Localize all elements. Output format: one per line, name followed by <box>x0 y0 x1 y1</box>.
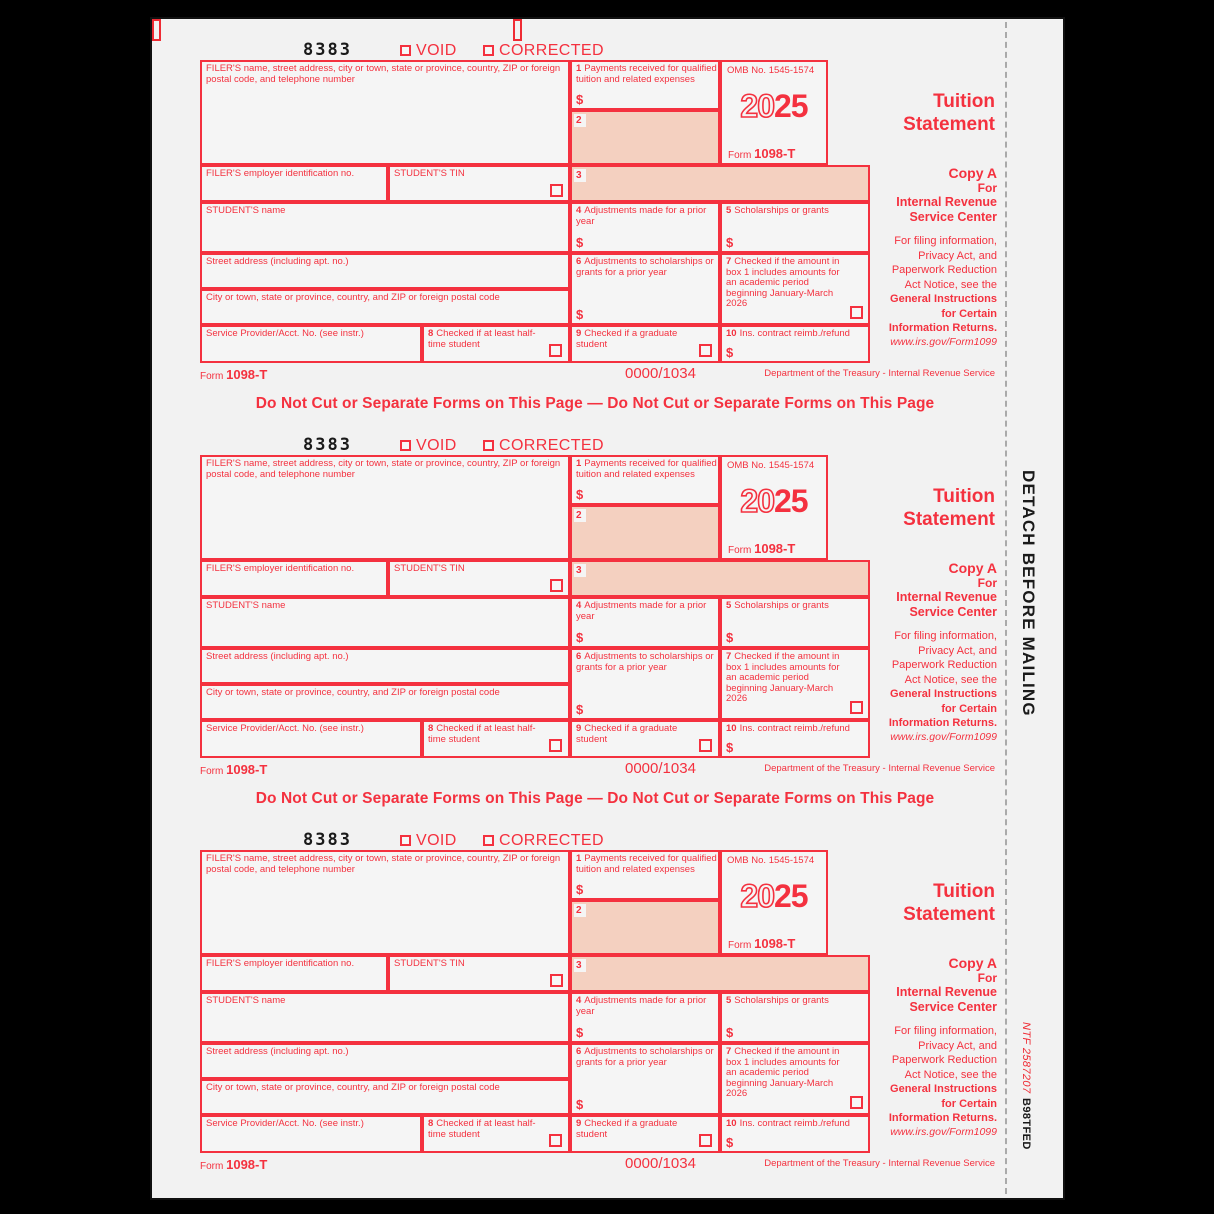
box-6-label: 6 Adjustments to scholarships or grants for a prior year <box>576 651 714 673</box>
filer-info-label: FILER'S name, street address, city or town, state or province, country, ZIP or foreign postal code, and telephone number <box>206 63 561 85</box>
do-not-cut-notice-1: Do Not Cut or Separate Forms on This Page — Do Not Cut or Separate Forms on This Page <box>255 790 935 807</box>
box-9-label: 9 Checked if a graduate student <box>576 1118 678 1140</box>
service-provider-box[interactable] <box>200 720 422 758</box>
corrected-label: CORRECTED <box>499 437 604 454</box>
void-checkbox-group[interactable] <box>400 437 457 455</box>
box-2-number: 2 <box>574 904 586 917</box>
void-label: VOID <box>416 437 457 454</box>
omb-year-block <box>720 60 828 165</box>
footer-form-number: Form 1098-T <box>200 762 268 777</box>
box-9-checkbox[interactable] <box>699 1134 712 1147</box>
tax-year-prefix: 20 <box>740 878 774 914</box>
tax-year-prefix: 20 <box>740 483 774 519</box>
street-address-label: Street address (including apt. no.) <box>206 256 349 267</box>
form-title-line1: Tuition <box>933 486 995 507</box>
corrected-label: CORRECTED <box>499 832 604 849</box>
street-address-box[interactable] <box>200 648 570 684</box>
box-7-checkbox[interactable] <box>850 1096 863 1109</box>
student-name-box[interactable] <box>200 992 570 1043</box>
footer-form-number: Form 1098-T <box>200 367 268 382</box>
box-1-dollar-sign: $ <box>576 487 584 502</box>
registration-mark-center <box>513 19 522 41</box>
box-7-label: 7 Checked if the amount in box 1 includes amounts for an academic period beginning January-March 2026 <box>726 651 840 704</box>
box-1-dollar-sign: $ <box>576 882 584 897</box>
box-8-checkbox[interactable] <box>549 739 562 752</box>
notice-bold-3: Information Returns. <box>888 322 997 334</box>
corrected-checkbox-group[interactable] <box>483 832 604 850</box>
city-state-zip-label: City or town, state or province, country, and ZIP or foreign postal code <box>206 1082 500 1093</box>
box-8-checkbox[interactable] <box>549 1134 562 1147</box>
box-4-label: 4 Adjustments made for a prior year <box>576 205 707 227</box>
fed-code: B98TFED <box>1020 1098 1032 1150</box>
box-10-label: 10 Ins. contract reimb./refund <box>726 1118 850 1129</box>
student-tin-checkbox[interactable] <box>550 184 563 197</box>
notice-bold-3: Information Returns. <box>888 717 997 729</box>
omb-number: OMB No. 1545-1574 <box>727 65 815 76</box>
box-1-label: 1 Payments received for qualified tuition and related expenses <box>576 458 717 480</box>
box-4-label: 4 Adjustments made for a prior year <box>576 995 707 1017</box>
tax-year-suffix: 25 <box>774 878 808 914</box>
notice-bold-3: Information Returns. <box>888 1112 997 1124</box>
tax-year-suffix: 25 <box>774 483 808 519</box>
corrected-checkbox[interactable] <box>483 440 494 451</box>
box-4-dollar-sign: $ <box>576 235 584 250</box>
corrected-checkbox[interactable] <box>483 45 494 56</box>
box-10[interactable] <box>720 720 870 758</box>
box-1[interactable] <box>570 60 720 110</box>
box-1-label: 1 Payments received for qualified tuition and related expenses <box>576 63 717 85</box>
box-3 <box>570 165 870 202</box>
copy-recipient: Internal Revenue Service Center <box>896 985 997 1014</box>
box-5-dollar-sign: $ <box>726 235 734 250</box>
box-6-dollar-sign: $ <box>576 307 584 322</box>
street-address-box[interactable] <box>200 253 570 289</box>
box-3-number: 3 <box>574 959 586 972</box>
box-6-dollar-sign: $ <box>576 702 584 717</box>
box-10-dollar-sign: $ <box>726 740 734 755</box>
notice-bold-1: General Instructions <box>890 688 997 700</box>
filer-ein-box[interactable] <box>200 165 388 202</box>
box-8[interactable] <box>422 325 570 363</box>
box-2 <box>570 505 720 560</box>
box-4[interactable] <box>570 992 720 1043</box>
void-checkbox[interactable] <box>400 45 411 56</box>
notice-bold-2: for Certain <box>941 1097 997 1110</box>
ntf-code: NTF 2587207 <box>1020 1022 1032 1094</box>
tax-year <box>722 878 826 915</box>
box-4[interactable] <box>570 202 720 253</box>
copy-for-label: For <box>977 576 997 590</box>
copy-recipient: Internal Revenue Service Center <box>896 590 997 619</box>
box-8[interactable] <box>422 1115 570 1153</box>
box-8-label: 8 Checked if at least half-time student <box>428 328 536 350</box>
box-9[interactable] <box>570 1115 720 1153</box>
form-title-line2: Statement <box>903 904 995 925</box>
omb-year-block <box>720 455 828 560</box>
box-3 <box>570 955 870 992</box>
form-title-line2: Statement <box>903 114 995 135</box>
box-9[interactable] <box>570 720 720 758</box>
box-5-label: 5 Scholarships or grants <box>726 600 829 611</box>
box-4-label: 4 Adjustments made for a prior year <box>576 600 707 622</box>
omb-form-number: Form 1098-T <box>728 936 796 951</box>
box-6[interactable] <box>570 253 720 325</box>
irs-url[interactable]: www.irs.gov/Form1099 <box>890 335 997 348</box>
treasury-agency-line: Department of the Treasury - Internal Revenue Service <box>764 1158 995 1169</box>
filer-info-label: FILER'S name, street address, city or town, state or province, country, ZIP or foreign postal code, and telephone number <box>206 853 561 875</box>
corrected-checkbox-group[interactable] <box>483 42 604 60</box>
service-provider-label: Service Provider/Acct. No. (see instr.) <box>206 1118 364 1129</box>
form-title-line1: Tuition <box>933 91 995 112</box>
ocr-scan-code: 8383 <box>303 830 352 850</box>
box-8[interactable] <box>422 720 570 758</box>
filer-info-box[interactable] <box>200 850 570 955</box>
omb-year-block <box>720 850 828 955</box>
box-2 <box>570 900 720 955</box>
box-1-label: 1 Payments received for qualified tuition and related expenses <box>576 853 717 875</box>
box-7-checkbox[interactable] <box>850 701 863 714</box>
city-state-zip-label: City or town, state or province, country, and ZIP or foreign postal code <box>206 687 500 698</box>
corrected-label: CORRECTED <box>499 42 604 59</box>
irs-url[interactable]: www.irs.gov/Form1099 <box>890 1125 997 1138</box>
catalog-number: 0000/1034 <box>625 365 696 382</box>
registration-mark-left <box>152 19 161 41</box>
box-4-dollar-sign: $ <box>576 630 584 645</box>
student-tin-box[interactable] <box>388 560 570 597</box>
form-1098t-copy-3 <box>195 830 997 1172</box>
city-state-zip-box[interactable] <box>200 289 570 325</box>
box-6-dollar-sign: $ <box>576 1097 584 1112</box>
form-header-row-2 <box>195 830 995 850</box>
box-9[interactable] <box>570 325 720 363</box>
filer-info-box[interactable] <box>200 455 570 560</box>
form-grid-1 <box>200 455 997 777</box>
box-9-label: 9 Checked if a graduate student <box>576 328 678 350</box>
box-8-label: 8 Checked if at least half-time student <box>428 723 536 745</box>
box-5[interactable] <box>720 992 870 1043</box>
filer-ein-label: FILER'S employer identification no. <box>206 168 355 179</box>
void-checkbox[interactable] <box>400 835 411 846</box>
box-7-label: 7 Checked if the amount in box 1 includes amounts for an academic period beginning January-March 2026 <box>726 256 840 309</box>
street-address-box[interactable] <box>200 1043 570 1079</box>
void-checkbox[interactable] <box>400 440 411 451</box>
privacy-act-notice: For filing information, Privacy Act, and Paperwork Reduction Act Notice, see the General Instructions for Certain Information Returns. <box>888 630 997 729</box>
box-6-label: 6 Adjustments to scholarships or grants for a prior year <box>576 256 714 278</box>
ocr-scan-code: 8383 <box>303 40 352 60</box>
form-header-row-0 <box>195 40 995 60</box>
student-name-box[interactable] <box>200 597 570 648</box>
irs-url[interactable]: www.irs.gov/Form1099 <box>890 730 997 743</box>
void-checkbox-group[interactable] <box>400 832 457 850</box>
street-address-label: Street address (including apt. no.) <box>206 1046 349 1057</box>
box-8-checkbox[interactable] <box>549 344 562 357</box>
box-9-checkbox[interactable] <box>699 344 712 357</box>
filer-info-box[interactable] <box>200 60 570 165</box>
box-9-label: 9 Checked if a graduate student <box>576 723 678 745</box>
treasury-agency-line: Department of the Treasury - Internal Revenue Service <box>764 763 995 774</box>
privacy-act-notice: For filing information, Privacy Act, and Paperwork Reduction Act Notice, see the General Instructions for Certain Information Returns. <box>888 1025 997 1124</box>
catalog-number: 0000/1034 <box>625 760 696 777</box>
copy-designation: Copy A <box>948 560 997 576</box>
omb-number: OMB No. 1545-1574 <box>727 855 815 866</box>
city-state-zip-box[interactable] <box>200 1079 570 1115</box>
student-name-label: STUDENT'S name <box>206 600 286 611</box>
box-5-dollar-sign: $ <box>726 1025 734 1040</box>
tax-year <box>722 483 826 520</box>
box-10-label: 10 Ins. contract reimb./refund <box>726 328 850 339</box>
omb-form-number: Form 1098-T <box>728 541 796 556</box>
copy-designation: Copy A <box>948 165 997 181</box>
tax-year-suffix: 25 <box>774 88 808 124</box>
copy-designation: Copy A <box>948 955 997 971</box>
form-grid-0 <box>200 60 997 382</box>
catalog-number: 0000/1034 <box>625 1155 696 1172</box>
student-tin-label: STUDENT'S TIN <box>394 958 465 969</box>
student-tin-checkbox[interactable] <box>550 974 563 987</box>
form-1098t-copy-2 <box>195 435 997 777</box>
box-3 <box>570 560 870 597</box>
box-7[interactable] <box>720 253 870 325</box>
service-provider-box[interactable] <box>200 1115 422 1153</box>
service-provider-box[interactable] <box>200 325 422 363</box>
student-tin-box[interactable] <box>388 165 570 202</box>
copy-for-label: For <box>977 181 997 195</box>
copy-a-block <box>872 956 997 1138</box>
box-4-dollar-sign: $ <box>576 1025 584 1040</box>
form-title-line1: Tuition <box>933 881 995 902</box>
box-7-label: 7 Checked if the amount in box 1 includes amounts for an academic period beginning January-March 2026 <box>726 1046 840 1099</box>
footer-form-number: Form 1098-T <box>200 1157 268 1172</box>
student-tin-label: STUDENT'S TIN <box>394 563 465 574</box>
box-10[interactable] <box>720 325 870 363</box>
do-not-cut-notice-0: Do Not Cut or Separate Forms on This Page — Do Not Cut or Separate Forms on This Page <box>255 395 935 412</box>
student-name-label: STUDENT'S name <box>206 995 286 1006</box>
box-6[interactable] <box>570 1043 720 1115</box>
box-2-number: 2 <box>574 509 586 522</box>
box-6[interactable] <box>570 648 720 720</box>
service-provider-label: Service Provider/Acct. No. (see instr.) <box>206 328 364 339</box>
form-header-row-1 <box>195 435 995 455</box>
ocr-scan-code: 8383 <box>303 435 352 455</box>
box-5[interactable] <box>720 202 870 253</box>
filer-info-label: FILER'S name, street address, city or town, state or province, country, ZIP or foreign postal code, and telephone number <box>206 458 561 480</box>
void-label: VOID <box>416 42 457 59</box>
city-state-zip-box[interactable] <box>200 684 570 720</box>
omb-number: OMB No. 1545-1574 <box>727 460 815 471</box>
form-title-line2: Statement <box>903 509 995 530</box>
box-5-label: 5 Scholarships or grants <box>726 995 829 1006</box>
privacy-act-notice: For filing information, Privacy Act, and Paperwork Reduction Act Notice, see the General Instructions for Certain Information Returns. <box>888 235 997 334</box>
omb-form-number: Form 1098-T <box>728 146 796 161</box>
copy-for-label: For <box>977 971 997 985</box>
service-provider-label: Service Provider/Acct. No. (see instr.) <box>206 723 364 734</box>
filer-ein-label: FILER'S employer identification no. <box>206 958 355 969</box>
box-6-label: 6 Adjustments to scholarships or grants for a prior year <box>576 1046 714 1068</box>
notice-bold-2: for Certain <box>941 307 997 320</box>
box-2-number: 2 <box>574 114 586 127</box>
box-5-dollar-sign: $ <box>726 630 734 645</box>
notice-bold-1: General Instructions <box>890 1083 997 1095</box>
notice-bold-2: for Certain <box>941 702 997 715</box>
filer-ein-label: FILER'S employer identification no. <box>206 563 355 574</box>
copy-recipient: Internal Revenue Service Center <box>896 195 997 224</box>
perforation-line <box>1005 22 1007 1194</box>
copy-a-block <box>872 561 997 743</box>
box-7[interactable] <box>720 648 870 720</box>
notice-bold-1: General Instructions <box>890 293 997 305</box>
treasury-agency-line: Department of the Treasury - Internal Revenue Service <box>764 368 995 379</box>
box-10-label: 10 Ins. contract reimb./refund <box>726 723 850 734</box>
form-title <box>830 880 995 926</box>
tax-year-prefix: 20 <box>740 88 774 124</box>
form-title <box>830 90 995 136</box>
box-4[interactable] <box>570 597 720 648</box>
city-state-zip-label: City or town, state or province, country, and ZIP or foreign postal code <box>206 292 500 303</box>
form-1098t-copy-1 <box>195 40 997 382</box>
box-5[interactable] <box>720 597 870 648</box>
student-name-box[interactable] <box>200 202 570 253</box>
box-1[interactable] <box>570 850 720 900</box>
box-7-checkbox[interactable] <box>850 306 863 319</box>
box-1-dollar-sign: $ <box>576 92 584 107</box>
student-tin-label: STUDENT'S TIN <box>394 168 465 179</box>
corrected-checkbox-group[interactable] <box>483 437 604 455</box>
form-title <box>830 485 995 531</box>
box-5-label: 5 Scholarships or grants <box>726 205 829 216</box>
box-9-checkbox[interactable] <box>699 739 712 752</box>
street-address-label: Street address (including apt. no.) <box>206 651 349 662</box>
box-3-number: 3 <box>574 564 586 577</box>
sheet-bottom-edge <box>150 1198 1065 1200</box>
box-10-dollar-sign: $ <box>726 345 734 360</box>
filer-ein-box[interactable] <box>200 955 388 992</box>
void-checkbox-group[interactable] <box>400 42 457 60</box>
filer-ein-box[interactable] <box>200 560 388 597</box>
tax-year <box>722 88 826 125</box>
student-tin-box[interactable] <box>388 955 570 992</box>
void-label: VOID <box>416 832 457 849</box>
box-3-number: 3 <box>574 169 586 182</box>
form-grid-2 <box>200 850 997 1172</box>
box-10-dollar-sign: $ <box>726 1135 734 1150</box>
box-8-label: 8 Checked if at least half-time student <box>428 1118 536 1140</box>
box-10[interactable] <box>720 1115 870 1153</box>
student-tin-checkbox[interactable] <box>550 579 563 592</box>
box-7[interactable] <box>720 1043 870 1115</box>
detach-before-mailing-notice: DETACH BEFORE MAILING <box>1019 470 1038 717</box>
corrected-checkbox[interactable] <box>483 835 494 846</box>
box-2 <box>570 110 720 165</box>
student-name-label: STUDENT'S name <box>206 205 286 216</box>
sheet-right-edge <box>1063 17 1065 1200</box>
box-1[interactable] <box>570 455 720 505</box>
copy-a-block <box>872 166 997 348</box>
